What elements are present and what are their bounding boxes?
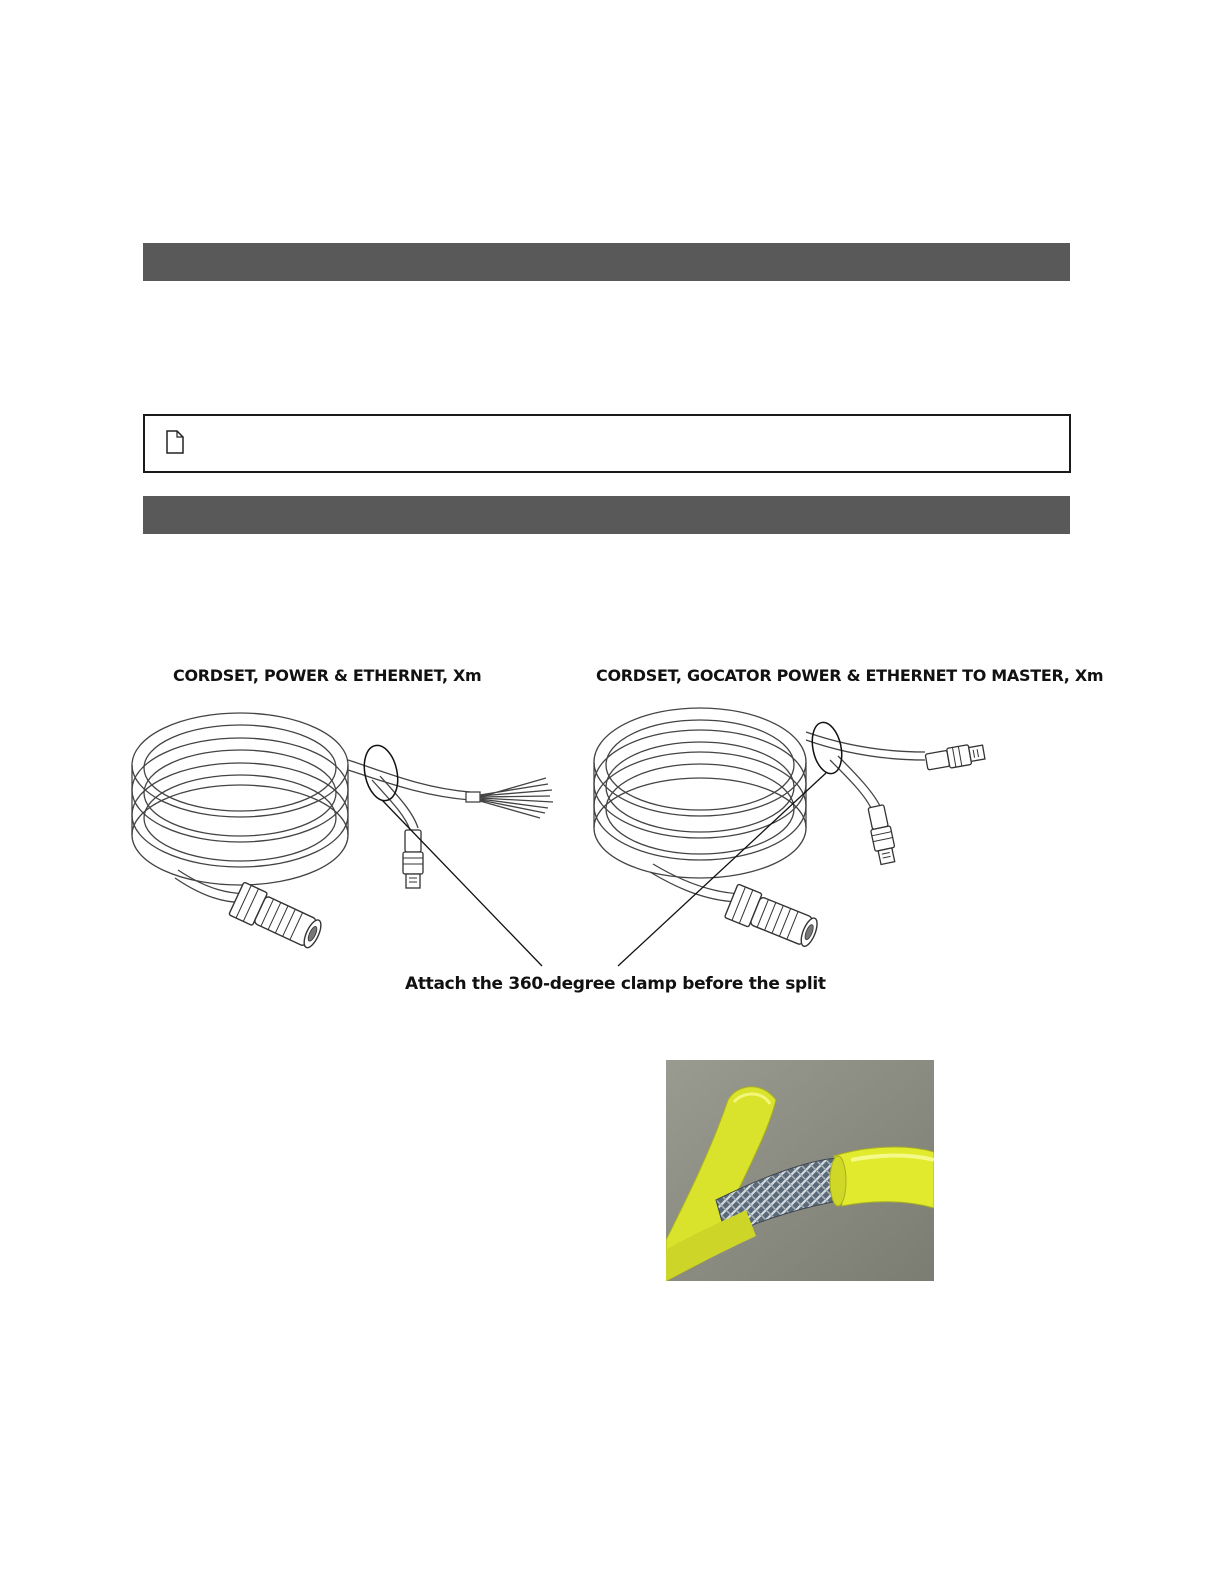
clamp-callout-label: Attach the 360-degree clamp before the split <box>405 974 826 994</box>
stripped-cable-photo <box>666 1060 934 1281</box>
right-cable-caption: CORDSET, GOCATOR POWER & ETHERNET TO MASTER, Xm <box>596 666 1104 685</box>
right-cordset-drawing <box>594 708 925 902</box>
left-cordset-drawing <box>132 713 553 903</box>
left-cable-caption: CORDSET, POWER & ETHERNET, Xm <box>173 666 482 685</box>
